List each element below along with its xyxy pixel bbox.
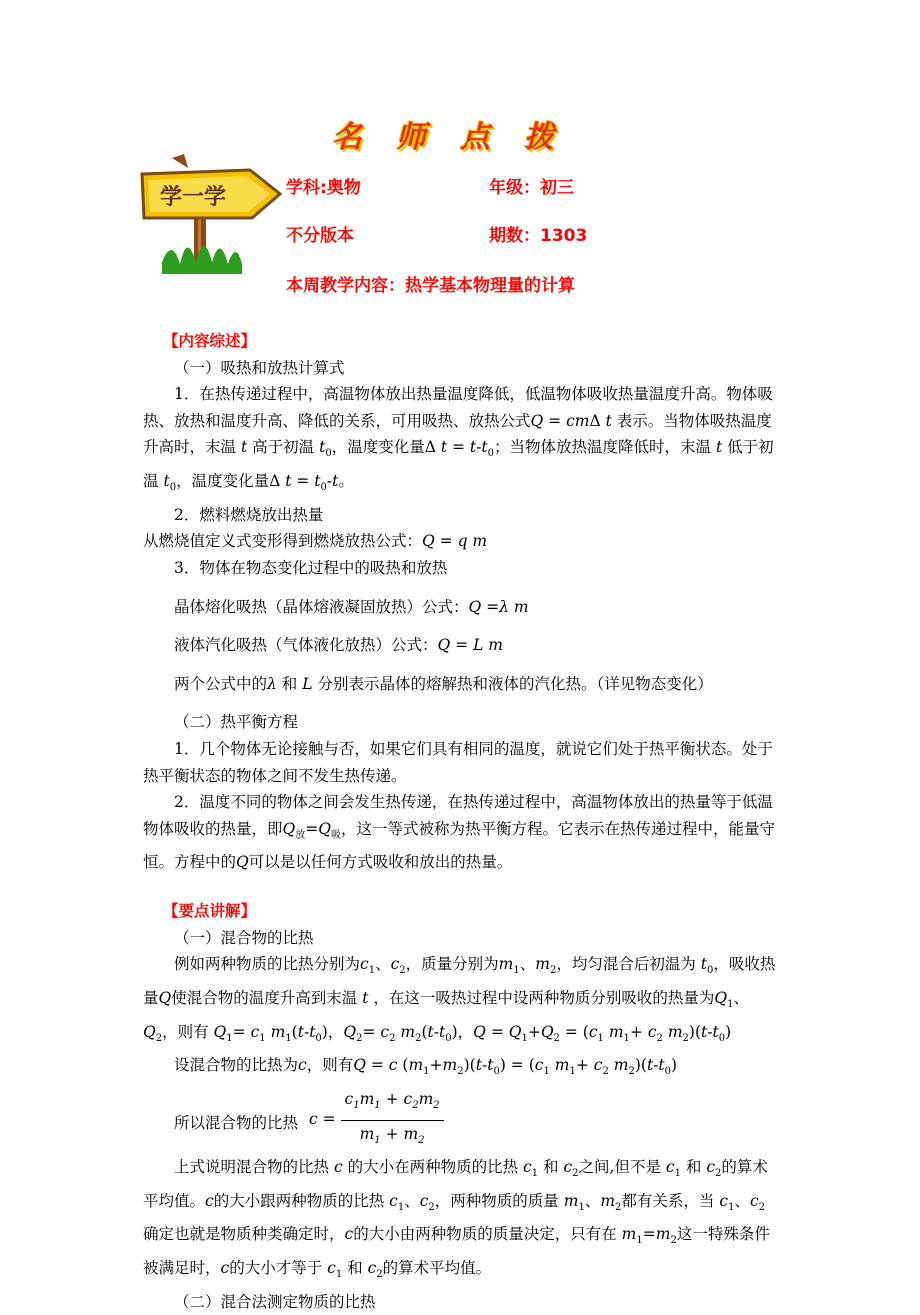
paragraph-balance-2: 2．温度不同的物体之间会发生热传递，在热传递过程中，高温物体放出的热量等于低温物体吸收的热量，即$Q_放=Q_吸$，这一等式被称为热平衡方程。它表示在热传递过程中，能量守恒。方程中的Q可以是以任何方式吸收和放出的热量。 — [143, 793, 775, 872]
subject-label: 学科:奥物 — [286, 178, 361, 198]
paragraph-mixture-explanation: 上式说明混合物的比热 c 的大小在两种物质的比热 $c_1$ 和 $c_2$之间,但不是 $c_1$ 和 $c_2$的算术平均值。c的大小跟两种物质的比热 $c_1$、$c_2$，两种物质的质量 $m_1$、$m_2$都有关系，当 $c_1$、$c_2$ 确定也就是物质种类确定时，c的大小由两种物质的质量决定，只有在 $m_1=m_2$这一特殊条件被满足时，c的大小才等于 $c_1$ 和 $c_2$的算术平均值。 — [143, 1157, 770, 1281]
paragraph-balance-1: 1．几个物体无论接触与否，如果它们具有相同的温度，就说它们处于热平衡状态。处于热平衡状态的物体之间不发生热传递。 — [143, 739, 773, 785]
grass-icon — [162, 246, 242, 274]
section-heading-overview: 【内容综述】 — [163, 331, 257, 350]
content-label: 本周教学内容：热学基本物理量的计算 — [286, 276, 575, 296]
subheading-heat-balance: （二）热平衡方程 — [174, 713, 299, 732]
mixture-formula: 所以混合物的比热 c = $\frac{c_1m_1 + c_2m_2}{m_1 + m_2}$ — [143, 1086, 783, 1142]
paragraph-mixture-heat: 设混合物的比热为c，则有Q = c $(m_1+m_2)(t-t_0) = (c_1$ $m_1+ c_2$ $m_2)(t-t_0)$ — [174, 1056, 678, 1078]
item-phase-change: 3．物体在物态变化过程中的吸热和放热 — [174, 558, 448, 577]
issue-label: 期数：1303 — [489, 226, 588, 246]
paragraph-heat-formula: 1．在热传递过程中，高温物体放出热量温度降低，低温物体吸收热量温度升高。物体吸热、放热和温度升高、降低的关系，可用吸热、放热公式Q = cmΔ t 表示。当物体吸热温度升高时，末温 t 高于初温 $t_0$，温度变化量Δ $t = t-t_0$；当物体放热温度降低时，末温 t 低于初温 $t_0$，温度变化量Δ $t = t_0-t$。 — [143, 385, 774, 494]
page-title: 名师点拨 — [332, 120, 588, 155]
vaporization-formula: 液体汽化吸热（气体液化放热）公式：Q = L m — [174, 636, 503, 655]
item-fuel: 2．燃料燃烧放出热量 — [174, 505, 324, 524]
fuel-formula: 从燃烧值定义式变形得到燃烧放热公式：Q = q m — [143, 532, 488, 551]
edition-label: 不分版本 — [286, 226, 354, 246]
document-body — [143, 328, 783, 1315]
subheading-heat-formulas: （一）吸热和放热计算式 — [174, 358, 345, 377]
sign-text: 学一学 — [160, 184, 227, 210]
mixture-formula-label: 所以混合物的比热 — [174, 1113, 299, 1132]
signpost-logo — [132, 152, 282, 282]
subheading-mixing-method: （二）混合法测定物质的比热 — [174, 1292, 376, 1311]
melting-formula: 晶体熔化吸热（晶体熔液凝固放热）公式：Q =λ m — [174, 597, 529, 616]
grade-label: 年级：初三 — [489, 178, 574, 198]
paragraph-mixture-example: 例如两种物质的比热分别为$c_1$、$c_2$，质量分别为$m_1$、$m_2$，均匀混合后初温为 $t_0$，吸收热量Q使混合物的温度升高到末温 t ，在这一吸热过程中设两种物质分别吸收的热量为$Q_1$、$Q_2$，则有 $Q_1= c_1$ $m_1(t-t_0)$，$Q_2= c_2$ $m_2(t-t_0)$，$Q = Q_1+Q_2 = (c_1$ $m_1+ c_2$ $m_2)(t-t_0)$ — [143, 955, 776, 1044]
subheading-mixture: （一）混合物的比热 — [174, 928, 314, 947]
section-heading-key-points: 【要点讲解】 — [163, 900, 257, 920]
formula-note: 两个公式中的λ 和 L 分别表示晶体的熔解热和液体的汽化热。（详见物态变化） — [174, 674, 713, 693]
